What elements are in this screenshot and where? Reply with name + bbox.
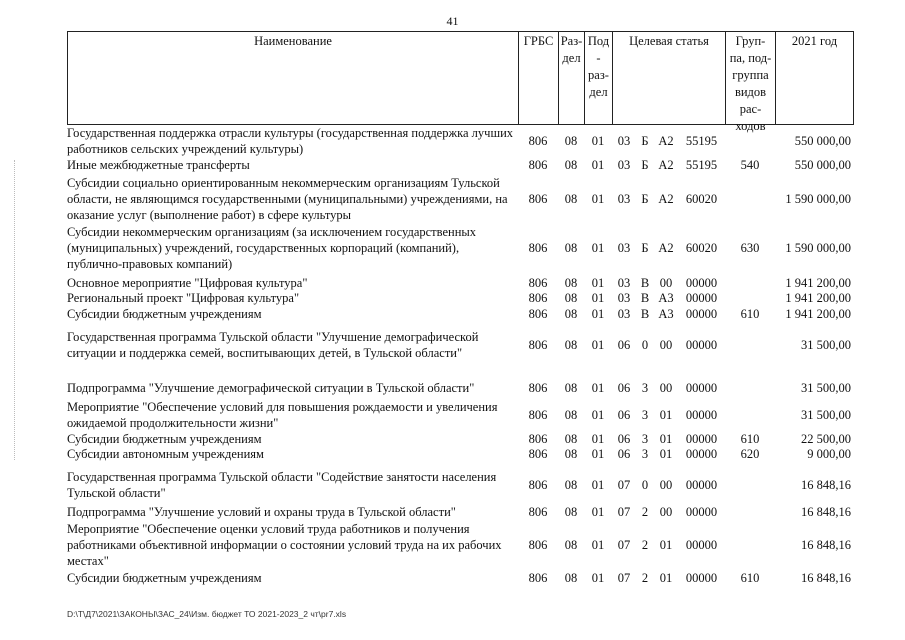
row-razdel: 08 — [564, 240, 578, 255]
row-target-direction: 00000 — [685, 477, 718, 492]
row-razdel: 08 — [564, 380, 578, 395]
row-target-event: А3 — [658, 290, 674, 305]
row-target-program: 06 — [617, 407, 631, 422]
row-target-program: 06 — [617, 431, 631, 446]
header-group-line: па, под- — [729, 51, 772, 65]
row-name: Субсидии бюджетным учреждениям — [67, 571, 262, 585]
header-target: Целевая статья — [613, 32, 726, 124]
row-name: Субсидии автономным учреждениям — [67, 447, 264, 461]
row-razdel: 08 — [564, 157, 578, 172]
row-grbs: 806 — [528, 306, 548, 321]
row-target-program: 03 — [617, 157, 631, 172]
table-header — [67, 31, 854, 133]
table-row — [67, 175, 853, 223]
row-amount: 1 941 200,00 — [785, 290, 851, 305]
row-target-subprogram: 3 — [641, 446, 649, 461]
row-podrazdel: 01 — [591, 240, 605, 255]
row-expense-group: 630 — [740, 240, 760, 255]
row-podrazdel: 01 — [591, 407, 605, 422]
row-target-subprogram: 3 — [641, 380, 649, 395]
row-target-direction: 00000 — [685, 337, 718, 352]
row-target-program: 07 — [617, 537, 631, 552]
row-podrazdel: 01 — [591, 477, 605, 492]
row-razdel: 08 — [564, 537, 578, 552]
row-target-direction: 00000 — [685, 290, 718, 305]
row-amount: 1 590 000,00 — [785, 240, 851, 255]
row-grbs: 806 — [528, 570, 548, 585]
row-name: Основное мероприятие "Цифровая культура" — [67, 276, 308, 290]
row-target-program: 06 — [617, 380, 631, 395]
row-name: Государственная поддержка отрасли культуры (государственная поддержка лучших работников сельских учреждений культуры) — [67, 126, 514, 156]
scan-margin-marks — [14, 160, 16, 460]
row-target-event: 01 — [659, 537, 673, 552]
page-number: 41 — [446, 14, 459, 28]
row-podrazdel: 01 — [591, 446, 605, 461]
row-target-direction: 00000 — [685, 306, 718, 321]
row-name: Субсидии некоммерческим организациям (за исключением государственных (муниципальных) учреждений, государственных корпораций (компаний), публично-правовых компаний) — [67, 225, 477, 271]
row-target-subprogram: 3 — [641, 407, 649, 422]
header-group-line: группа — [732, 68, 769, 82]
row-grbs: 806 — [528, 477, 548, 492]
row-podrazdel: 01 — [591, 380, 605, 395]
row-amount: 31 500,00 — [801, 337, 851, 352]
row-target-program: 03 — [617, 306, 631, 321]
file-path-footer: D:\Т\Д7\2021\ЗАКОНЫ\ЗАС_24\Изм. бюджет ТО 2021-2023_2 чт\pr7.xls — [67, 609, 347, 619]
row-razdel: 08 — [564, 570, 578, 585]
row-target-subprogram: В — [640, 275, 650, 290]
row-target-program: 06 — [617, 337, 631, 352]
table-row — [67, 329, 853, 361]
row-name: Субсидии социально ориентированным некоммерческим организациям Тульской области, не являющимся государственными (муниципальными) учреждениями, на оказание услуг (выполнение работ) в сфере культуры — [67, 176, 508, 222]
row-grbs: 806 — [528, 290, 548, 305]
row-target-event: А2 — [658, 133, 674, 148]
header-razdel-line: Раз- — [560, 34, 583, 48]
header-group — [726, 32, 776, 133]
row-target-subprogram: Б — [641, 157, 649, 172]
row-grbs: 806 — [528, 157, 548, 172]
row-amount: 16 848,16 — [801, 504, 851, 519]
header-razdel — [559, 32, 585, 124]
row-target-event: А2 — [658, 240, 674, 255]
row-target-direction: 00000 — [685, 570, 718, 585]
row-razdel: 08 — [564, 306, 578, 321]
row-razdel: 08 — [564, 431, 578, 446]
row-target-direction: 00000 — [685, 446, 718, 461]
header-grbs: ГРБС — [519, 32, 559, 124]
row-podrazdel: 01 — [591, 306, 605, 321]
row-target-program: 07 — [617, 570, 631, 585]
table-row — [67, 290, 853, 306]
table-row — [67, 469, 853, 501]
table-row — [67, 446, 853, 462]
row-amount: 550 000,00 — [794, 157, 851, 172]
row-target-event: А3 — [658, 306, 674, 321]
row-target-direction: 55195 — [685, 157, 718, 172]
row-target-subprogram: В — [640, 306, 650, 321]
row-amount: 1 941 200,00 — [785, 306, 851, 321]
row-target-program: 06 — [617, 446, 631, 461]
row-name: Субсидии бюджетным учреждениям — [67, 307, 262, 321]
row-grbs: 806 — [528, 240, 548, 255]
row-grbs: 806 — [528, 504, 548, 519]
row-name: Иные межбюджетные трансферты — [67, 158, 250, 172]
header-razdel-line: дел — [562, 51, 581, 65]
row-razdel: 08 — [564, 477, 578, 492]
row-razdel: 08 — [564, 290, 578, 305]
row-grbs: 806 — [528, 446, 548, 461]
row-target-event: 00 — [659, 504, 673, 519]
row-grbs: 806 — [528, 407, 548, 422]
header-podrazdel-line: раз- — [588, 68, 609, 82]
header-group-line: ходов — [735, 119, 766, 133]
row-target-subprogram: 2 — [641, 504, 649, 519]
row-target-event: 00 — [659, 275, 673, 290]
row-amount: 9 000,00 — [807, 446, 851, 461]
row-target-direction: 60020 — [685, 191, 718, 206]
row-target-direction: 00000 — [685, 504, 718, 519]
row-name: Подпрограмма "Улучшение демографической ситуации в Тульской области" — [67, 381, 475, 395]
row-amount: 1 590 000,00 — [785, 191, 851, 206]
table-row — [67, 570, 853, 586]
row-target-direction: 00000 — [685, 431, 718, 446]
row-expense-group: 610 — [740, 306, 760, 321]
row-expense-group: 620 — [740, 446, 760, 461]
row-target-subprogram: 0 — [641, 477, 649, 492]
row-name: Мероприятие "Обеспечение оценки условий труда работников и получения работниками объективной информации о состоянии условий труда на их рабочих местах" — [67, 522, 502, 568]
row-target-subprogram: 2 — [641, 570, 649, 585]
row-target-subprogram: В — [640, 290, 650, 305]
row-grbs: 806 — [528, 133, 548, 148]
row-name: Подпрограмма "Улучшение условий и охраны труда в Тульской области" — [67, 505, 456, 519]
row-razdel: 08 — [564, 191, 578, 206]
row-grbs: 806 — [528, 275, 548, 290]
header-group-line: Груп- — [735, 34, 766, 48]
table-row — [67, 431, 853, 447]
row-target-subprogram: Б — [641, 133, 649, 148]
row-razdel: 08 — [564, 275, 578, 290]
table-row — [67, 399, 853, 431]
row-expense-group: 540 — [740, 157, 760, 172]
row-target-direction: 00000 — [685, 537, 718, 552]
row-amount: 22 500,00 — [801, 431, 851, 446]
row-target-direction: 55195 — [685, 133, 718, 148]
table-row — [67, 504, 853, 520]
header-podrazdel-line: дел — [589, 85, 608, 99]
header-name: Наименование — [68, 32, 519, 124]
row-name: Субсидии бюджетным учреждениям — [67, 432, 262, 446]
row-name: Мероприятие "Обеспечение условий для повышения рождаемости и увеличения ожидаемой продолжительности жизни" — [67, 400, 498, 430]
row-amount: 31 500,00 — [801, 407, 851, 422]
row-target-subprogram: 2 — [641, 537, 649, 552]
row-target-event: 01 — [659, 407, 673, 422]
row-target-program: 03 — [617, 133, 631, 148]
row-podrazdel: 01 — [591, 570, 605, 585]
row-grbs: 806 — [528, 337, 548, 352]
row-target-direction: 00000 — [685, 407, 718, 422]
row-razdel: 08 — [564, 337, 578, 352]
header-podrazdel — [585, 32, 613, 124]
row-target-subprogram: Б — [641, 191, 649, 206]
row-target-program: 03 — [617, 275, 631, 290]
row-amount: 1 941 200,00 — [785, 275, 851, 290]
row-razdel: 08 — [564, 446, 578, 461]
header-group-line: рас- — [739, 102, 762, 116]
row-target-program: 03 — [617, 240, 631, 255]
row-name: Государственная программа Тульской области "Улучшение демографической ситуации и поддержка семей, воспитывающих детей, в Тульской области" — [67, 330, 479, 360]
row-target-direction: 00000 — [685, 275, 718, 290]
row-podrazdel: 01 — [591, 191, 605, 206]
row-target-program: 07 — [617, 504, 631, 519]
table-row — [67, 306, 853, 322]
row-target-subprogram: 0 — [641, 337, 649, 352]
row-target-event: А2 — [658, 191, 674, 206]
row-podrazdel: 01 — [591, 537, 605, 552]
row-name: Государственная программа Тульской области "Содействие занятости населения Тульской области" — [67, 470, 497, 500]
header-year: 2021 год — [776, 32, 854, 124]
table-row — [67, 224, 853, 272]
row-target-subprogram: Б — [641, 240, 649, 255]
table-row — [67, 380, 853, 396]
row-amount: 16 848,16 — [801, 537, 851, 552]
row-podrazdel: 01 — [591, 431, 605, 446]
table-row — [67, 275, 853, 291]
row-razdel: 08 — [564, 133, 578, 148]
row-podrazdel: 01 — [591, 133, 605, 148]
row-target-event: А2 — [658, 157, 674, 172]
table-row — [67, 521, 853, 569]
row-target-program: 03 — [617, 191, 631, 206]
row-amount: 16 848,16 — [801, 570, 851, 585]
row-grbs: 806 — [528, 537, 548, 552]
row-target-event: 00 — [659, 380, 673, 395]
row-podrazdel: 01 — [591, 504, 605, 519]
row-grbs: 806 — [528, 380, 548, 395]
row-target-event: 00 — [659, 337, 673, 352]
table-row — [67, 157, 853, 173]
row-target-direction: 00000 — [685, 380, 718, 395]
row-target-event: 01 — [659, 446, 673, 461]
row-grbs: 806 — [528, 431, 548, 446]
row-razdel: 08 — [564, 407, 578, 422]
row-amount: 31 500,00 — [801, 380, 851, 395]
row-target-event: 00 — [659, 477, 673, 492]
row-target-direction: 60020 — [685, 240, 718, 255]
row-name: Региональный проект "Цифровая культура" — [67, 291, 300, 305]
row-amount: 550 000,00 — [794, 133, 851, 148]
row-podrazdel: 01 — [591, 337, 605, 352]
row-amount: 16 848,16 — [801, 477, 851, 492]
row-target-event: 01 — [659, 431, 673, 446]
row-podrazdel: 01 — [591, 157, 605, 172]
row-podrazdel: 01 — [591, 290, 605, 305]
header-group-line: видов — [734, 85, 767, 99]
row-target-subprogram: 3 — [641, 431, 649, 446]
row-expense-group: 610 — [740, 570, 760, 585]
table-row — [67, 125, 853, 157]
row-expense-group: 610 — [740, 431, 760, 446]
row-target-program: 07 — [617, 477, 631, 492]
header-podrazdel-line: Под- — [587, 34, 610, 65]
row-target-event: 01 — [659, 570, 673, 585]
row-grbs: 806 — [528, 191, 548, 206]
row-podrazdel: 01 — [591, 275, 605, 290]
row-target-program: 03 — [617, 290, 631, 305]
row-razdel: 08 — [564, 504, 578, 519]
